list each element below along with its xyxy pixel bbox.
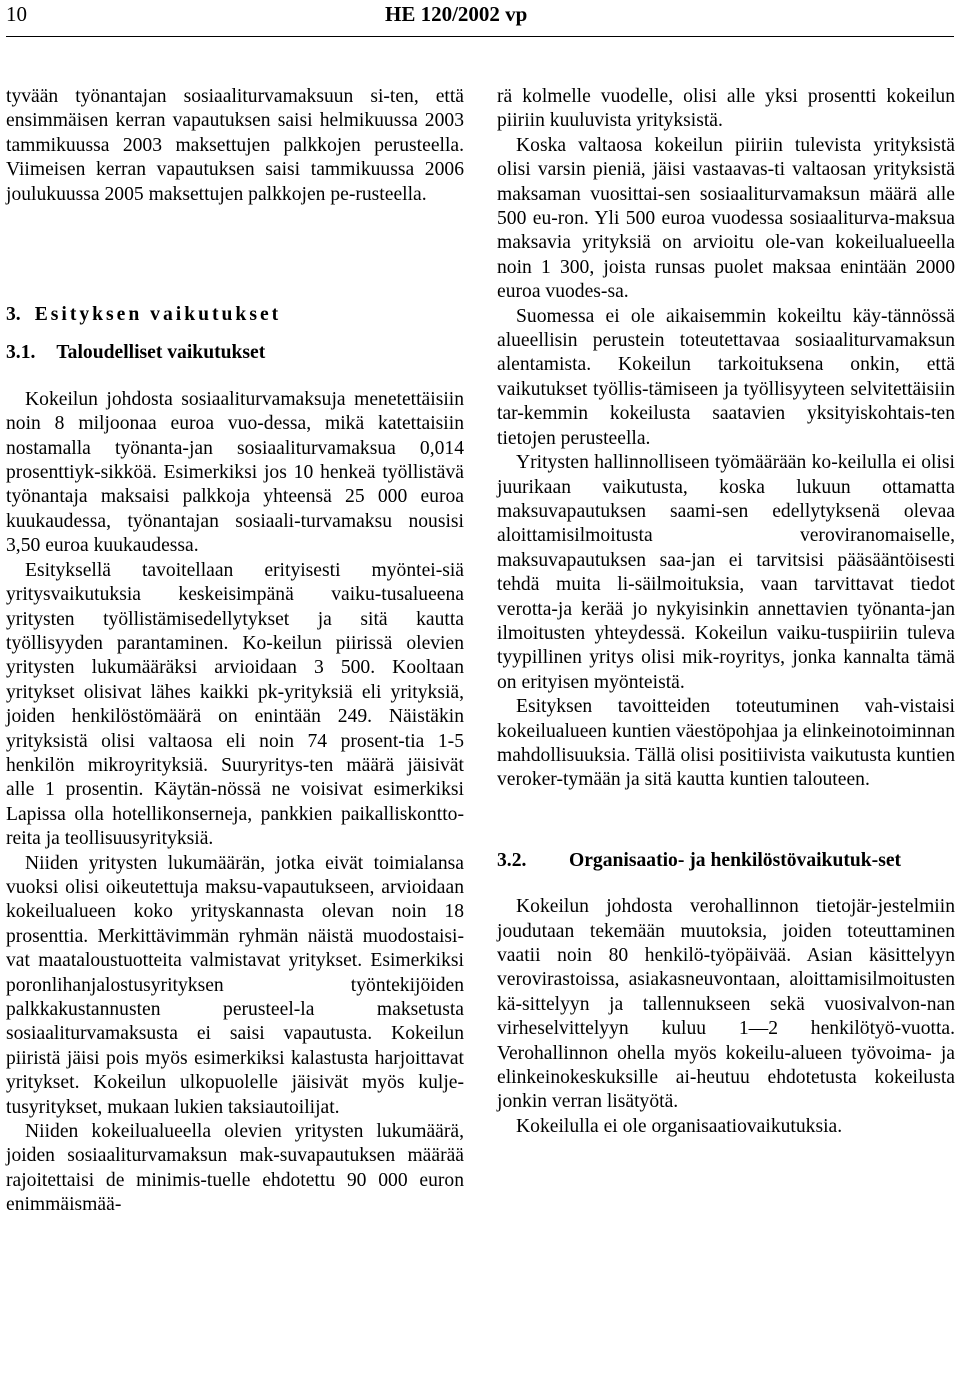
paragraph: Esityksellä tavoitellaan erityisesti myöntei-siä yritysvaikutuksia keskeisimpänä vaiku-tusalueena yritysten työllistämisedellytykset ja sitä kautta työllisyyden parantaminen. Ko-keilun piirissä olevien yritysten lukumääräksi arvioidaan 3 500. Kooltaan yritykset olisivat lähes kaikki pk-yrityksiä eli yrityksiä, joiden henkilöstömäärä on enintään 249. Näistäkin yrityksistä olisi valtaosa eli noin 74 prosent-tia 1-5 henkilön mikroyrityksiä. Suuryritys-ten määrä jäisivät alle 1 prosentin. Käytän-nössä ne voisivat esimerkiksi Lapissa olla hotellikonserneja, pankkien paikalliskontto-reita ja teollisuusyrityksiä. <box>6 559 464 850</box>
paragraph: Kokeilun johdosta sosiaaliturvamaksuja menetettäisiin noin 8 miljoonaa euroa vuo-dessa, mikä katettaisiin nostamalla työnanta-jan sosiaaliturvamaksua 0,014 prosenttiyk-sikköä. Esimerkiksi jos 10 henkeä työllistävä työnantaja maksaisi palkkoja yhteensä 25 000 euroa kuukaudessa, työnantajan sosiaali-turvamaksu nousisi 3,50 euroa kuukaudessa. <box>6 388 464 557</box>
section-number: 3. <box>6 304 21 326</box>
paragraph: Niiden yritysten lukumäärän, jotka eivät toimialansa vuoksi olisi oikeutettuja maksu-vapautukseen, arvioidaan kokeilualueen koko yrityskannasta olevan noin 18 prosenttia. Merkittävimmän ryhmän näistä muodostaisi-vat maataloustuotteita valmistavat yritykset. Esimerkiksi poronlihanjalostusyrityksen työntekijöiden palkkakustannusten perusteel-la maksetusta sosiaaliturvamaksusta ei saisi vapautusta. Kokeilun piiristä jäisi pois myös esimerkiksi kalastusta harjoittavat yritykset. Kokeilun ulkopuolelle jäisivät myös kulje-tusyritykset, mukaan lukien taksiautoilijat. <box>6 852 464 1118</box>
subsection-title: Taloudelliset vaikutukset <box>56 342 266 364</box>
right-column <box>497 85 955 1139</box>
subsection-title: Organisaatio- ja henkilöstövaikutuk-set <box>569 849 902 871</box>
subsection-heading <box>497 849 955 873</box>
header-rule <box>6 36 954 37</box>
paragraph: Niiden kokeilualueella olevien yritysten lukumäärä, joiden sosiaaliturvamaksun mak-suvapautuksen määrää rajoitettaisi de minimis-tuelle ehdotettu 90 000 euron enimmäismää- <box>6 1121 464 1216</box>
paragraph: Yritysten hallinnolliseen työmäärään ko-keilulla ei olisi juurikaan vaikutusta, koska lukuun ottamatta maksuvapautuksen saami-sen edellytyksenä olevaa aloittamisilmoitusta veroviranomaiselle, maksuvapautuksen saa-jan ei tarvitsisi pääsääntöisesti tehdä muita li-säilmoituksia, vaan tarvittavat tiedot verotta-ja kerää jo nykyisinkin annettavien työnanta-jan ilmoitusten yhteydessä. Kokeilun vaiku-tuspiiriin tuleva tyypillinen yritys olisi mik-royritys, jonka kannalta tämä on erityisen myönteistä. <box>497 452 955 693</box>
paragraph: Kokeilun johdosta verohallinnon tietojär-jestelmiin joudutaan tekemään muutoksia, joiden toteuttaminen vaatii noin 80 henkilö-työpäivää. Asian käsittelyyn verovirastoissa, asiakasneuvontaan, aloittamisilmoitusten kä-sittelyyn ja tallennukseen sekä vuosivalvon-nan virheselvittelyyn kuluu 1—2 henkilötyö-vuotta. Verohallinnon ohella myös kokeilu-alueen työvoima- ja elinkeinokeskuksille ai-heutuu ehdotetusta kokeilusta jonkin verran lisätyötä. <box>497 896 955 1113</box>
paragraph: tyvään työnantajan sosiaaliturvamaksuun si-ten, että ensimmäisen kerran vapautuksen saisi helmikuussa 2003 tammikuussa 2003 maksettujen palkkojen perusteella. Viimeisen kerran vapautuksen saisi tammikuussa 2006 joulukuussa 2005 maksettujen palkkojen pe-rusteella. <box>6 86 464 205</box>
paragraph: Kokeilulla ei ole organisaatiovaikutuksia. <box>516 1115 843 1137</box>
paragraph: Koska valtaosa kokeilun piiriin tulevista yrityksistä olisi varsin pieniä, jäisi vastaavas-ti valtaosan yrityksistä maksaman vuosittai-sen sosiaaliturvamaksun määrä alle 500 eu-ron. Yli 500 euroa vuodessa sosiaaliturva-maksua maksavia yrityksiä on arvioitu ole-van kokeilualueella noin 1 300, joista runsas puolet maksaa enintään 2000 euroa vuodes-sa. <box>497 134 955 303</box>
paragraph: rä kolmelle vuodelle, olisi alle yksi prosentti kokeilun piiriin kuuluvista yrityksistä. <box>497 86 955 132</box>
paragraph: Suomessa ei ole aikaisemmin kokeiltu käy-tännössä alueellisin perustein toteutettavaa sosiaaliturvamaksun alentamista. Kokeilun tarkoituksena onkin, että vaikutukset työllis-tämiseen ja työllisyyteen selvitettäisiin tar-kemmin kokeilusta saatavien yksityiskohtais-ten tietojen perusteella. <box>497 305 955 449</box>
subsection-number: 3.2. <box>497 849 527 871</box>
section-title: Esityksen vaikutukset <box>34 304 282 326</box>
left-column <box>6 85 464 1218</box>
page-number: 10 <box>6 2 27 26</box>
paragraph: Esityksen tavoitteiden toteutuminen vah-vistaisi kokeilualueen kuntien väestöpohjaa ja elinkeinotoiminnan mahdollisuuksia. Tällä olisi positiivista vaikutusta kuntien veroker-tymään ja sitä kautta kuntien talouteen. <box>497 696 955 791</box>
page-header <box>0 0 960 30</box>
subsection-number: 3.1. <box>6 342 36 364</box>
document-id: HE 120/2002 vp <box>385 2 528 26</box>
section-heading <box>6 303 464 327</box>
subsection-heading <box>6 341 464 365</box>
